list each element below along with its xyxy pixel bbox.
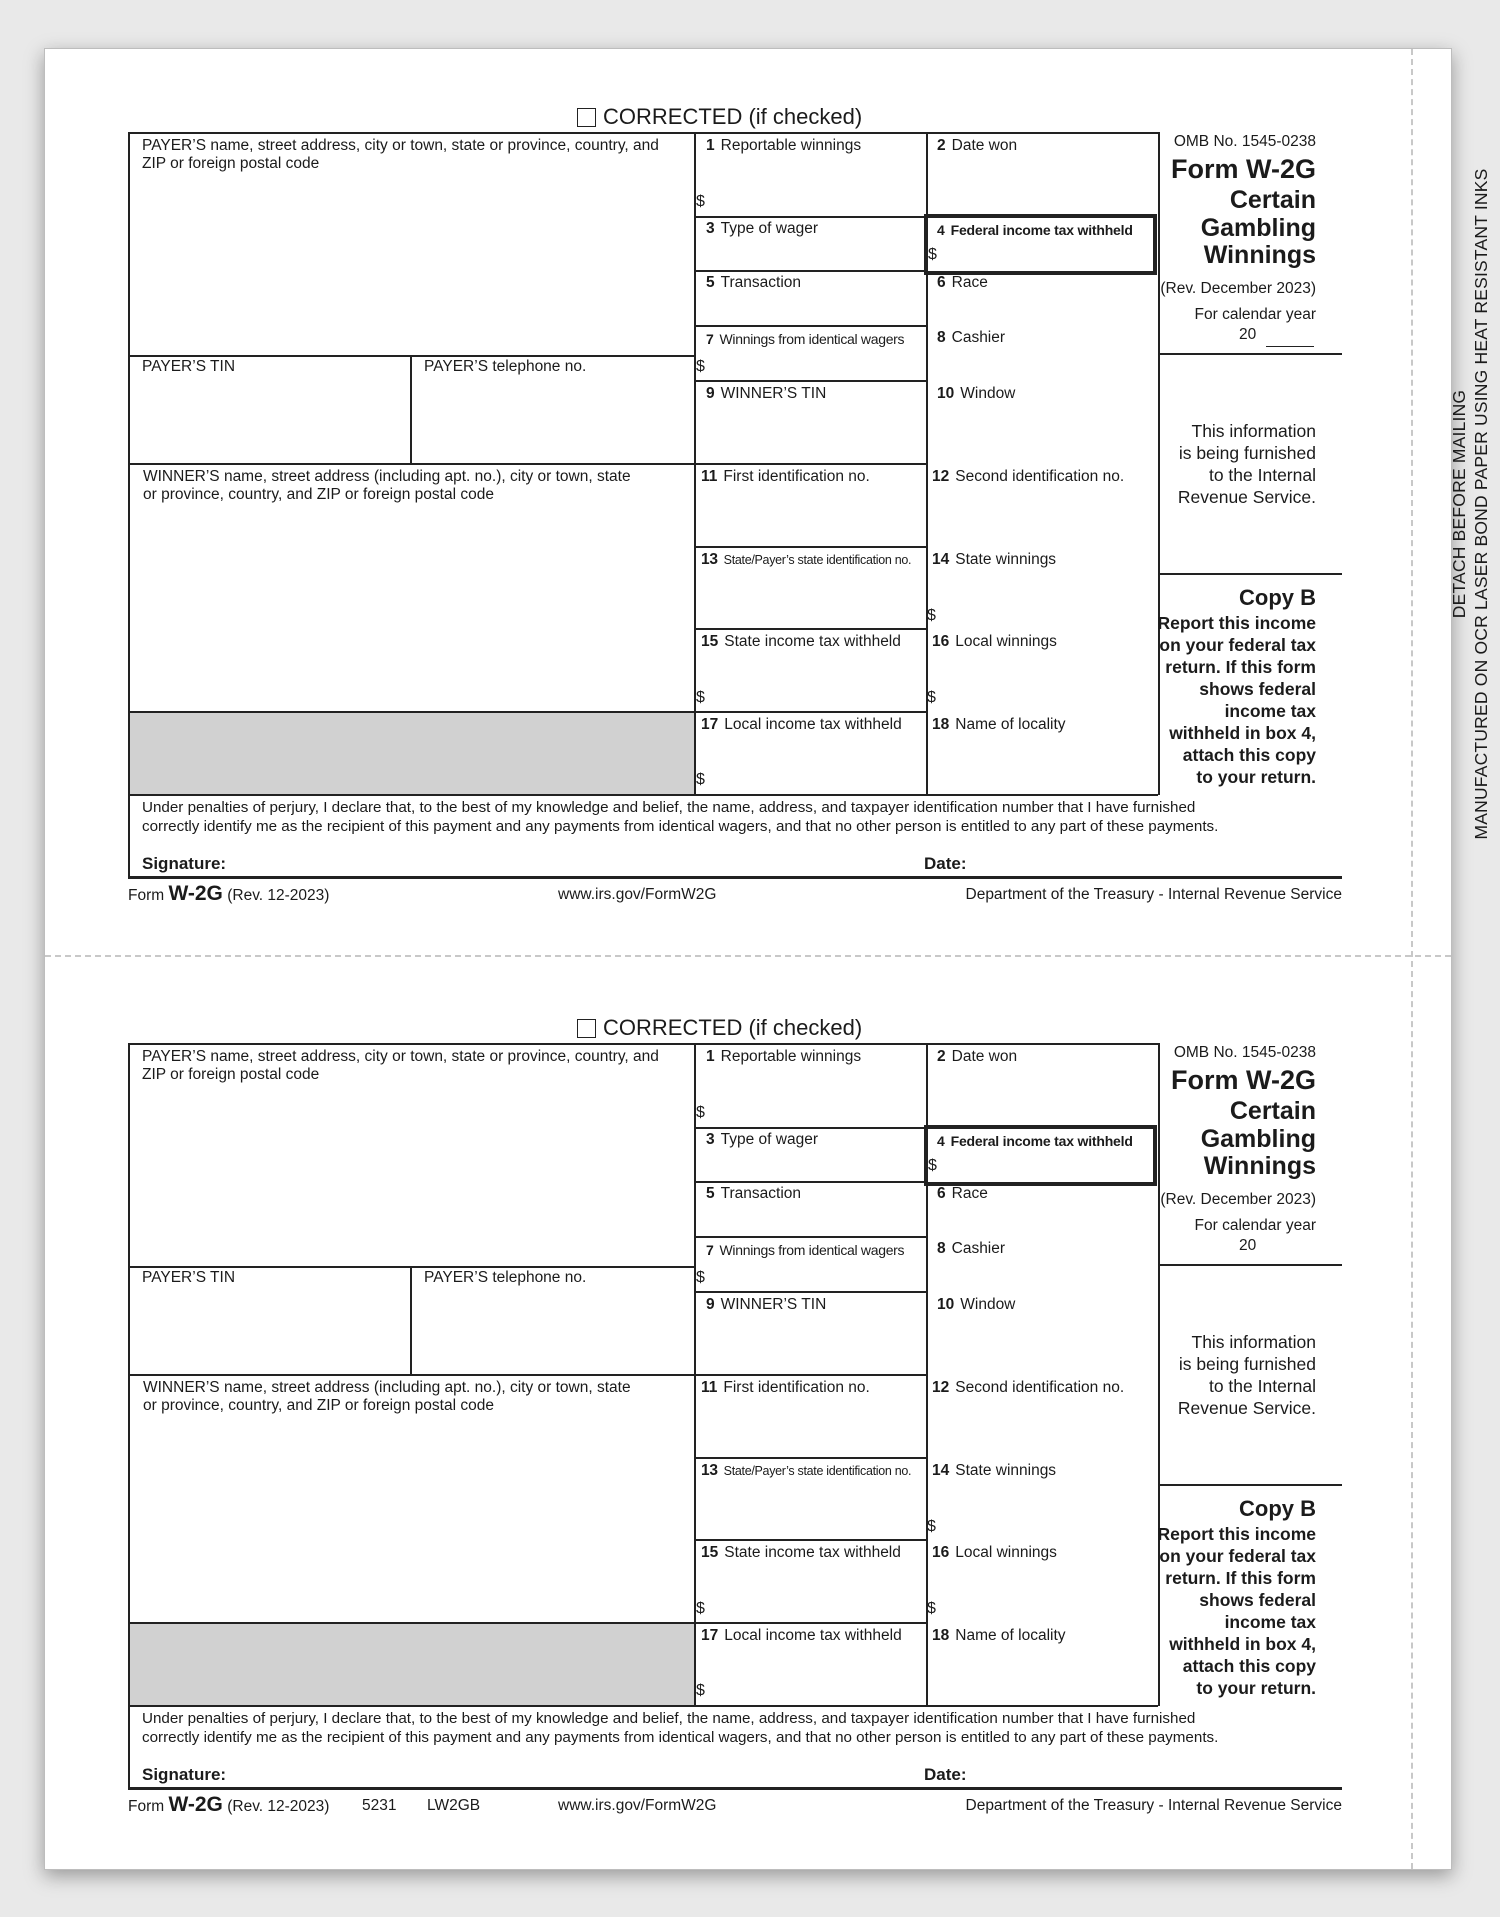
box-16-dollar: $	[927, 1600, 936, 1617]
box-12-label: 12 Second identification no.	[932, 1379, 1125, 1396]
horizontal-perforation	[45, 955, 1451, 957]
form-rule-line	[694, 1291, 926, 1293]
box-3-label: 3 Type of wager	[706, 1131, 818, 1148]
revision-date: (Rev. December 2023)	[1160, 280, 1316, 297]
box-14-label: 14 State winnings	[932, 1462, 1057, 1479]
box-4-label: 4 Federal income tax withheld	[937, 1133, 1133, 1149]
footer-url: www.irs.gov/FormW2G	[558, 1797, 717, 1814]
winner-name-field[interactable]	[132, 1421, 692, 1619]
form-rule-line	[128, 876, 1342, 879]
copy-top	[46, 50, 1452, 910]
form-title-line2: Gambling	[1200, 214, 1316, 242]
date-label: Date:	[924, 1765, 967, 1784]
form-title-line1: Certain	[1229, 1097, 1316, 1125]
corrected-label: CORRECTED (if checked)	[603, 1015, 863, 1040]
winner-name-label: WINNER’S name, street address (including apt. no.), city or town, state or province, country, and ZIP or foreign postal code	[143, 468, 631, 503]
footer-url: www.irs.gov/FormW2G	[558, 886, 717, 903]
payer-tin-field[interactable]	[132, 1291, 407, 1371]
payer-tin-label: PAYER’S TIN	[142, 358, 236, 375]
info-text-2: is being furnished	[1178, 443, 1316, 463]
info-text-3: to the Internal	[1208, 1376, 1316, 1396]
form-rule-line	[1158, 353, 1342, 355]
info-text-3: to the Internal	[1208, 465, 1316, 485]
form-rule-line	[694, 216, 926, 218]
box-18-label: 18 Name of locality	[932, 1627, 1066, 1644]
box-17-label: 17 Local income tax withheld	[701, 716, 902, 733]
form-rule-line	[694, 628, 926, 630]
box-14-dollar: $	[927, 1518, 936, 1535]
copy-b-text-2: on your federal tax	[1159, 1546, 1316, 1566]
form-title-line3: Winnings	[1203, 241, 1316, 269]
form-rule-line	[694, 1236, 926, 1238]
box-8-label: 8 Cashier	[937, 329, 1006, 346]
box-15-dollar: $	[696, 689, 705, 706]
perjury-statement-1: Under penalties of perjury, I declare that, to the best of my knowledge and belief, the name, address, and taxpayer identification number that I have furnished	[142, 1710, 1196, 1727]
copy-b-text-8: to your return.	[1196, 767, 1316, 787]
date-field[interactable]	[981, 850, 1331, 874]
copy-b-title: Copy B	[1239, 1496, 1316, 1521]
box-6-label: 6 Race	[937, 1185, 988, 1202]
footer-department: Department of the Treasury - Internal Revenue Service	[965, 1797, 1342, 1814]
date-label: Date:	[924, 854, 967, 873]
perjury-statement-2: correctly identify me as the recipient of this payment and any payments from identical wagers, and that no other person is entitled to any part of these payments.	[142, 818, 1219, 835]
box-15-label: 15 State income tax withheld	[701, 633, 901, 650]
copy-b-text-6: withheld in box 4,	[1169, 1634, 1316, 1654]
info-text-1: This information	[1191, 421, 1316, 441]
form-rule-line	[694, 380, 926, 382]
payer-name-field[interactable]	[132, 1091, 692, 1261]
box-16-label: 16 Local winnings	[932, 1544, 1057, 1561]
form-title-line1: Certain	[1229, 186, 1316, 214]
winner-name-field[interactable]	[132, 510, 692, 708]
box-1-label: 1 Reportable winnings	[706, 1048, 862, 1065]
payer-name-label: PAYER’S name, street address, city or town, state or province, country, and ZIP or foreign postal code	[142, 137, 659, 172]
copy-b-text-5: income tax	[1224, 701, 1316, 721]
form-title-line2: Gambling	[1200, 1125, 1316, 1153]
box-9-label: 9 WINNER’S TIN	[706, 385, 827, 402]
box-16-dollar: $	[927, 689, 936, 706]
corrected-checkbox[interactable]	[577, 108, 596, 127]
form-rule-line	[128, 463, 926, 465]
calendar-year-label: For calendar year	[1194, 1217, 1316, 1234]
form-rule-line	[128, 1374, 926, 1376]
calendar-year-label: For calendar year	[1194, 306, 1316, 323]
paper-notice: MANUFACTURED ON OCR LASER BOND PAPER USING HEAT RESISTANT INKS	[1471, 168, 1491, 840]
copy-b-text-3: return. If this form	[1165, 657, 1316, 677]
signature-field[interactable]	[236, 1761, 906, 1785]
copy-b-text-1: Report this income	[1157, 1524, 1316, 1544]
payer-tin-field[interactable]	[132, 380, 407, 460]
perjury-statement-1: Under penalties of perjury, I declare that, to the best of my knowledge and belief, the name, address, and taxpayer identification number that I have furnished	[142, 799, 1196, 816]
box-14-label: 14 State winnings	[932, 551, 1057, 568]
box-6-label: 6 Race	[937, 274, 988, 291]
info-text-1: This information	[1191, 1332, 1316, 1352]
form-rule-line	[410, 1266, 412, 1374]
box-5-label: 5 Transaction	[706, 1185, 802, 1202]
box-7-label: 7 Winnings from identical wagers	[706, 1242, 905, 1258]
form-rule-line	[694, 546, 926, 548]
form-rule-line	[128, 1705, 1158, 1707]
form-rule-line	[128, 1787, 1342, 1790]
form-rule-line	[1158, 1264, 1342, 1266]
form-title: Form W-2G	[1171, 154, 1316, 184]
shaded-area	[130, 1624, 694, 1705]
payer-tin-label: PAYER’S TIN	[142, 1269, 236, 1286]
corrected-checkbox-row[interactable]	[577, 1015, 862, 1041]
box-4-dollar: $	[928, 1157, 937, 1174]
box-17-dollar: $	[696, 1682, 705, 1699]
box-11-label: 11 First identification no.	[701, 1379, 870, 1396]
box-10-label: 10 Window	[937, 1296, 1016, 1313]
copy-b-text-4: shows federal	[1199, 679, 1316, 699]
payer-phone-label: PAYER’S telephone no.	[424, 1269, 587, 1286]
form-rule-line	[694, 1127, 926, 1129]
box-4-label: 4 Federal income tax withheld	[937, 222, 1133, 238]
box-7-dollar: $	[696, 358, 705, 375]
copy-b-text-8: to your return.	[1196, 1678, 1316, 1698]
box-9-label: 9 WINNER’S TIN	[706, 1296, 827, 1313]
signature-label: Signature:	[142, 854, 227, 873]
box-17-label: 17 Local income tax withheld	[701, 1627, 902, 1644]
box-18-label: 18 Name of locality	[932, 716, 1066, 733]
copy-b-text-5: income tax	[1224, 1612, 1316, 1632]
box-1-dollar: $	[696, 193, 705, 210]
box-3-label: 3 Type of wager	[706, 220, 818, 237]
footer-department: Department of the Treasury - Internal Revenue Service	[965, 886, 1342, 903]
omb-number: OMB No. 1545-0238	[1173, 133, 1316, 150]
corrected-checkbox-row[interactable]	[577, 104, 862, 130]
payer-phone-label: PAYER’S telephone no.	[424, 358, 587, 375]
box-15-label: 15 State income tax withheld	[701, 1544, 901, 1561]
form-rule-line	[694, 1181, 926, 1183]
box-16-label: 16 Local winnings	[932, 633, 1057, 650]
box-10-label: 10 Window	[937, 385, 1016, 402]
calendar-year-blank	[1266, 346, 1314, 347]
box-5-label: 5 Transaction	[706, 274, 802, 291]
form-rule-line	[128, 1043, 1158, 1045]
copy-b-text-2: on your federal tax	[1159, 635, 1316, 655]
box-2-label: 2 Date won	[937, 1048, 1018, 1065]
info-text-2: is being furnished	[1178, 1354, 1316, 1374]
copy-b-text-7: attach this copy	[1182, 745, 1316, 765]
box-4-dollar: $	[928, 246, 937, 263]
copy-b-text-3: return. If this form	[1165, 1568, 1316, 1588]
form-rule-line	[694, 325, 926, 327]
revision-date: (Rev. December 2023)	[1160, 1191, 1316, 1208]
calendar-year-prefix: 20	[1239, 1237, 1257, 1254]
form-title: Form W-2G	[1171, 1065, 1316, 1095]
info-text-4: Revenue Service.	[1177, 487, 1316, 507]
copy-bottom	[46, 961, 1452, 1821]
box-7-label: 7 Winnings from identical wagers	[706, 331, 905, 347]
footer-form-id: Form W-2G (Rev. 12-2023)	[128, 1793, 330, 1816]
form-rule-line	[410, 355, 412, 463]
box-13-label: 13 State/Payer’s state identification no.	[701, 1462, 912, 1479]
date-field[interactable]	[981, 1761, 1331, 1785]
shaded-area	[130, 713, 694, 794]
omb-number: OMB No. 1545-0238	[1173, 1044, 1316, 1061]
payer-phone-field[interactable]	[414, 1291, 690, 1371]
perjury-statement-2: correctly identify me as the recipient of this payment and any payments from identical wagers, and that no other person is entitled to any part of these payments.	[142, 1729, 1219, 1746]
box-17-dollar: $	[696, 771, 705, 788]
copy-b-title: Copy B	[1239, 585, 1316, 610]
detach-notice: DETACH BEFORE MAILING	[1449, 389, 1469, 619]
box-12-label: 12 Second identification no.	[932, 468, 1125, 485]
footer-code-1: 5231	[362, 1797, 397, 1814]
box-1-dollar: $	[696, 1104, 705, 1121]
signature-field[interactable]	[236, 850, 906, 874]
corrected-checkbox[interactable]	[577, 1019, 596, 1038]
form-rule-line	[694, 1539, 926, 1541]
box-1-label: 1 Reportable winnings	[706, 137, 862, 154]
form-rule-line	[128, 132, 1158, 134]
box-11-label: 11 First identification no.	[701, 468, 870, 485]
box-14-dollar: $	[927, 607, 936, 624]
payer-name-label: PAYER’S name, street address, city or town, state or province, country, and ZIP or foreign postal code	[142, 1048, 659, 1083]
form-rule-line	[128, 794, 1158, 796]
signature-label: Signature:	[142, 1765, 227, 1784]
payer-name-field[interactable]	[132, 180, 692, 350]
box-7-dollar: $	[696, 1269, 705, 1286]
box-15-dollar: $	[696, 1600, 705, 1617]
copy-b-text-6: withheld in box 4,	[1169, 723, 1316, 743]
winner-name-label: WINNER’S name, street address (including apt. no.), city or town, state or province, country, and ZIP or foreign postal code	[143, 1379, 631, 1414]
form-title-line3: Winnings	[1203, 1152, 1316, 1180]
copy-b-text-1: Report this income	[1157, 613, 1316, 633]
payer-phone-field[interactable]	[414, 380, 690, 460]
copy-b-text-7: attach this copy	[1182, 1656, 1316, 1676]
corrected-label: CORRECTED (if checked)	[603, 104, 863, 129]
form-rule-line	[694, 270, 926, 272]
form-rule-line	[694, 1457, 926, 1459]
footer-code-2: LW2GB	[427, 1797, 481, 1814]
box-13-label: 13 State/Payer’s state identification no.	[701, 551, 912, 568]
copy-b-text-4: shows federal	[1199, 1590, 1316, 1610]
form-rule-line	[1158, 1484, 1342, 1486]
info-text-4: Revenue Service.	[1177, 1398, 1316, 1418]
calendar-year-prefix: 20	[1239, 326, 1257, 343]
footer-form-id: Form W-2G (Rev. 12-2023)	[128, 882, 330, 905]
box-2-label: 2 Date won	[937, 137, 1018, 154]
box-8-label: 8 Cashier	[937, 1240, 1006, 1257]
form-rule-line	[1158, 573, 1342, 575]
